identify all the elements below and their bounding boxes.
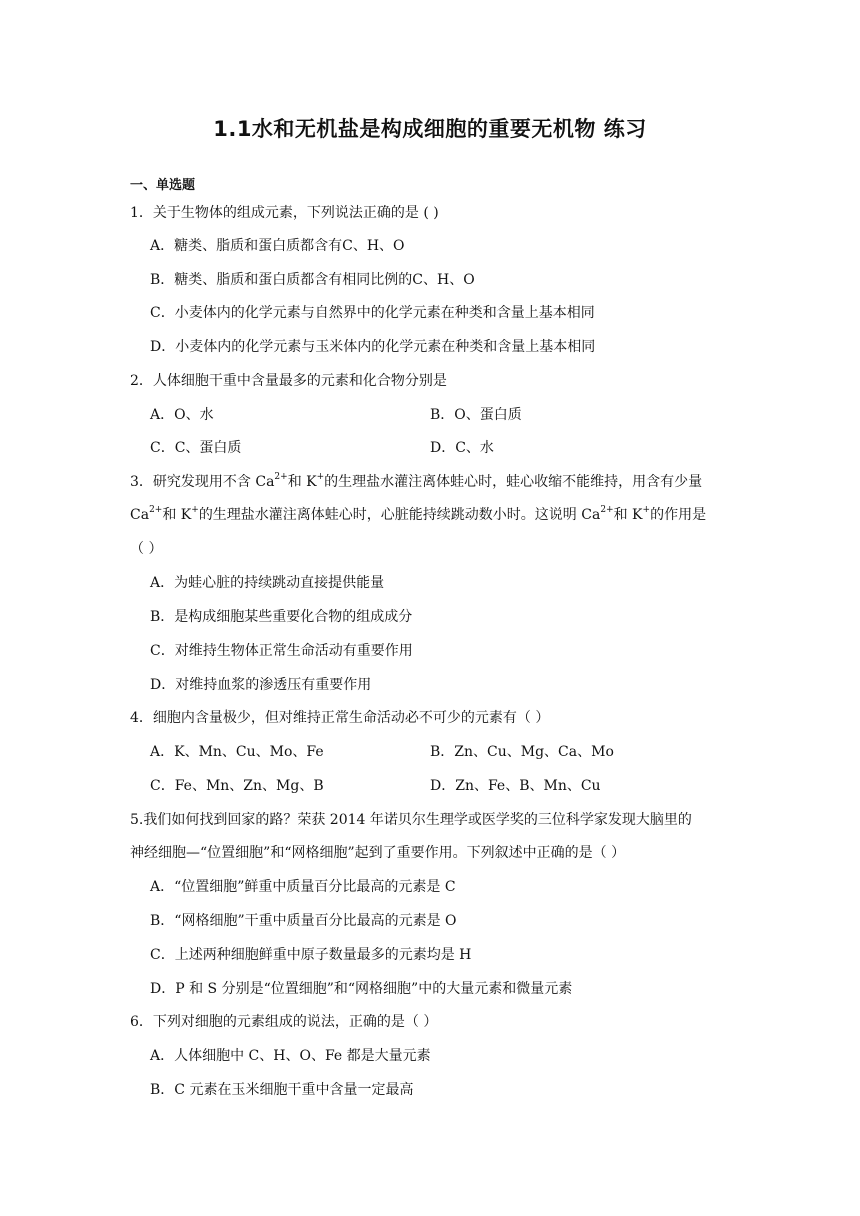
question-1-option-d: D．小麦体内的化学元素与玉米体内的化学元素在种类和含量上基本相同: [150, 339, 596, 355]
section-heading: 一、单选题: [130, 178, 196, 193]
q3-text: 的生理盐水灌注离体蛙心时，心脏能持续跳动数小时。这说明 Ca: [198, 507, 601, 523]
question-5-option-c: C．上述两种细胞鲜重中原子数量最多的元素均是 H: [150, 947, 472, 963]
question-3-stem-line-3: （ ）: [130, 541, 163, 557]
question-5-option-b: B．“网格细胞”干重中质量百分比最高的元素是 O: [150, 913, 457, 929]
ca-charge: 2+: [149, 505, 163, 516]
question-4-option-c: C．Fe、Mn、Zn、Mg、B: [150, 778, 324, 794]
q3-text: 和 K: [287, 474, 317, 490]
question-3-option-c: C．对维持生物体正常生命活动有重要作用: [150, 643, 413, 659]
question-4-stem: 4．细胞内含量极少，但对维持正常生命活动必不可少的元素有（ ）: [130, 710, 550, 726]
question-3-stem-line-2: [130, 505, 706, 525]
k-charge: +: [642, 505, 651, 516]
q3-text: 的生理盐水灌注离体蛙心时，蛙心收缩不能维持，用含有少量: [324, 474, 703, 490]
question-6-stem: 6．下列对细胞的元素组成的说法，正确的是（ ）: [130, 1014, 438, 1030]
question-4-option-b: B．Zn、Cu、Mg、Ca、Mo: [430, 744, 614, 760]
question-4-option-d: D．Zn、Fe、B、Mn、Cu: [430, 778, 601, 794]
question-2-option-b: B．O、蛋白质: [430, 407, 522, 423]
question-2-option-a: A．O、水: [150, 407, 214, 423]
question-1-option-c: C．小麦体内的化学元素与自然界中的化学元素在种类和含量上基本相同: [150, 305, 595, 321]
k-charge: +: [191, 505, 199, 516]
question-4-option-a: A．K、Mn、Cu、Mo、Fe: [150, 744, 324, 760]
question-3-option-a: A．为蛙心脏的持续跳动直接提供能量: [150, 575, 385, 591]
ca-charge: 2+: [600, 505, 614, 516]
question-3-option-b: B．是构成细胞某些重要化合物的组成成分: [150, 609, 413, 625]
q3-text: 3．研究发现用不含 Ca: [130, 474, 275, 490]
question-2-option-c: C．C、蛋白质: [150, 440, 242, 456]
question-3-option-d: D．对维持血浆的渗透压有重要作用: [150, 677, 372, 693]
question-2-stem: 2．人体细胞干重中含量最多的元素和化合物分别是: [130, 373, 447, 389]
question-5-option-a: A．“位置细胞”鲜重中质量百分比最高的元素是 C: [150, 879, 456, 895]
page-title: 1.1水和无机盐是构成细胞的重要无机物 练习: [213, 117, 647, 141]
q3-text: Ca: [130, 507, 150, 523]
question-1-stem: 1．关于生物体的组成元素，下列说法正确的是 ( ): [130, 205, 439, 221]
question-1-option-b: B．糖类、脂质和蛋白质都含有相同比例的C、H、O: [150, 272, 475, 288]
question-2-option-d: D．C、水: [430, 440, 494, 456]
question-6-option-b: B．C 元素在玉米细胞干重中含量一定最高: [150, 1082, 414, 1098]
question-5-option-d: D．P 和 S 分别是“位置细胞”和“网格细胞”中的大量元素和微量元素: [150, 981, 573, 997]
q3-text: 的作用是: [650, 507, 707, 523]
k-charge: +: [316, 472, 325, 483]
question-1-option-a: A．糖类、脂质和蛋白质都含有C、H、O: [150, 238, 405, 254]
question-5-stem-line-2: 神经细胞—“位置细胞”和“网格细胞”起到了重要作用。下列叙述中正确的是（ ）: [130, 845, 626, 861]
question-6-option-a: A．人体细胞中 C、H、O、Fe 都是大量元素: [150, 1048, 431, 1064]
q3-text: 和 K: [613, 507, 643, 523]
question-3-stem-line-1: [130, 472, 702, 492]
question-5-stem-line-1: 5.我们如何找到回家的路？荣获 2014 年诺贝尔生理学或医学奖的三位科学家发现大脑里的: [130, 812, 692, 828]
q3-text: 和 K: [162, 507, 192, 523]
ca-charge: 2+: [274, 472, 288, 483]
